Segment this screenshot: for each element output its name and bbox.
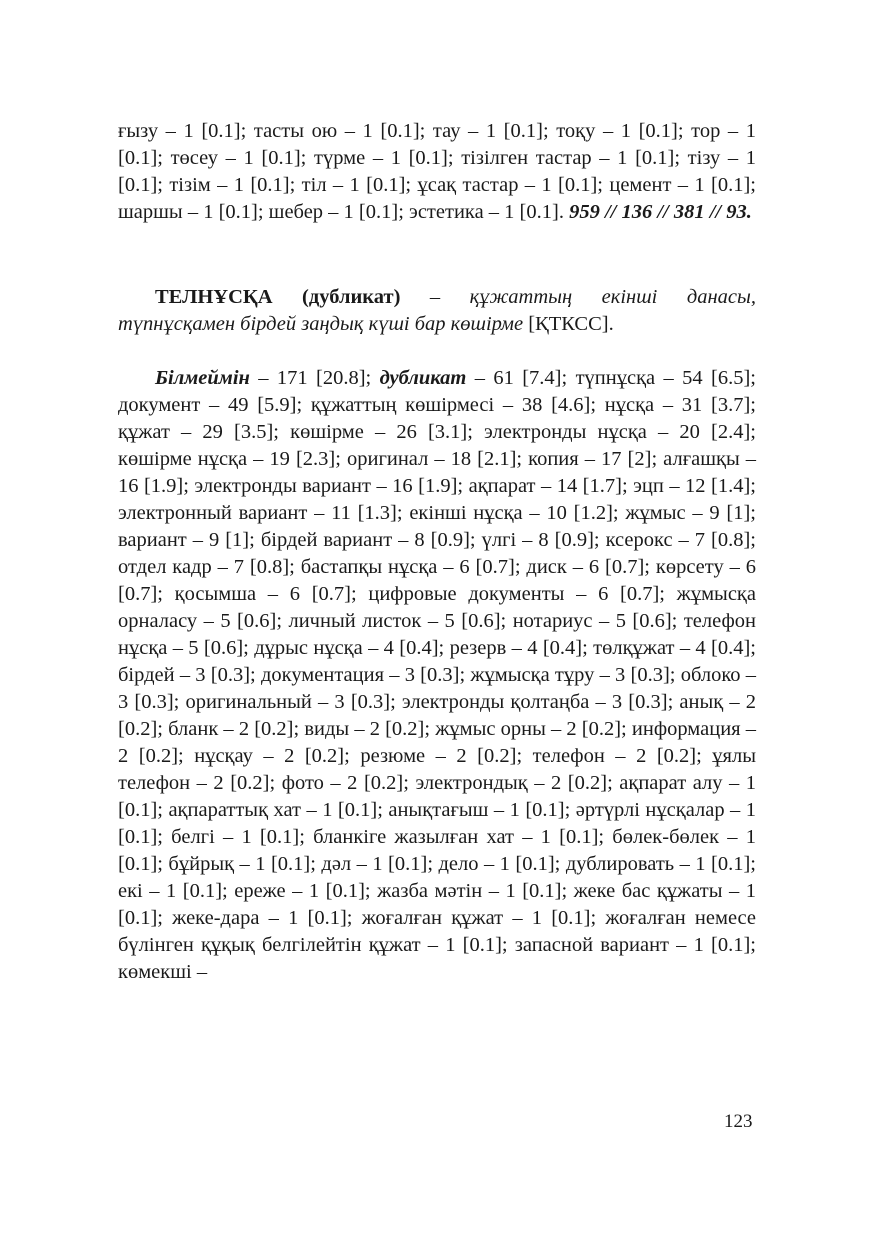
response-duplicate-label: дубликат	[379, 367, 467, 389]
entry-definition-text: құжаттың екінші данасы, түпнұсқамен бірдей заңдық күші бар көшірме	[118, 286, 757, 335]
page-number: 123	[724, 1111, 753, 1132]
responses-paragraph	[118, 365, 756, 986]
response-dont-know-value: – 171 [20.8];	[249, 367, 380, 389]
continuation-paragraph	[118, 118, 756, 226]
totals-text: 959 // 136 // 381 // 93.	[569, 201, 752, 223]
entry-definition	[118, 284, 756, 338]
paragraph-gap	[118, 338, 756, 365]
entry-headword: ТЕЛНҰСҚА (дубликат)	[155, 286, 401, 308]
continuation-text: ғызу – 1 [0.1]; тасты ою – 1 [0.1]; тау – 1 [0.1]; тоқу – 1 [0.1]; тор – 1 [0.1]; төсеу – 1 [0.1]; түрме – 1 [0.1]; тізілген тастар – 1 [0.1]; тізу – 1 [0.1]; тізім – 1 [0.1]; тіл – 1 [0.1]; ұсақ тастар – 1 [0.1]; цемент – 1 [0.1]; шаршы – 1 [0.1]; шебер – 1 [0.1]; эстетика – 1 [0.1].	[118, 120, 756, 223]
response-dont-know-label: Білмеймін	[155, 367, 250, 389]
entry-dash: –	[400, 286, 470, 308]
page-body	[118, 118, 756, 986]
responses-list: – 61 [7.4]; түпнұсқа – 54 [6.5]; документ – 49 [5.9]; құжаттың көшірмесі – 38 [4.6]; нұсқа – 31 [3.7]; құжат – 29 [3.5]; көшірме – 26 [3.1]; электронды нұсқа – 20 [2.4]; көшірме нұсқа – 19 [2.3]; оригинал – 18 [2.1]; копия – 17 [2]; алғашқы – 16 [1.9]; электронды вариант – 16 [1.9]; ақпарат – 14 [1.7]; эцп – 12 [1.4]; электронный вариант – 11 [1.3]; екінші нұсқа – 10 [1.2]; жұмыс – 9 [1]; вариант – 9 [1]; бірдей вариант – 8 [0.9]; үлгі – 8 [0.9]; ксерокс – 7 [0.8]; отдел кадр – 7 [0.8]; бастапқы нұсқа – 6 [0.7]; диск – 6 [0.7]; көрсету – 6 [0.7]; қосымша – 6 [0.7]; цифровые документы – 6 [0.7]; жұмысқа орналасу – 5 [0.6]; личный листок – 5 [0.6]; нотариус – 5 [0.6]; телефон нұсқа – 5 [0.6]; дұрыс нұсқа – 4 [0.4]; резерв – 4 [0.4]; төлқұжат – 4 [0.4]; бірдей – 3 [0.3]; документация – 3 [0.3]; жұмысқа тұру – 3 [0.3]; облоко – 3 [0.3]; оригинальный – 3 [0.3]; электронды қолтаңба – 3 [0.3]; анық – 2 [0.2]; бланк – 2 [0.2]; виды – 2 [0.2]; жұмыс орны – 2 [0.2]; информация – 2 [0.2]; нұсқау – 2 [0.2]; резюме – 2 [0.2]; телефон – 2 [0.2]; ұялы телефон – 2 [0.2]; фото – 2 [0.2]; электрондық – 2 [0.2]; ақпарат алу – 1 [0.1]; ақпараттық хат – 1 [0.1]; анықтағыш – 1 [0.1]; әртүрлі нұсқалар – 1 [0.1]; белгі – 1 [0.1]; бланкіге жазылған хат – 1 [0.1]; бөлек-бөлек – 1 [0.1]; бұйрық – 1 [0.1]; дәл – 1 [0.1]; дело – 1 [0.1]; дублировать – 1 [0.1]; екі – 1 [0.1]; ереже – 1 [0.1]; жазба мәтін – 1 [0.1]; жеке бас құжаты – 1 [0.1]; жеке-дара – 1 [0.1]; жоғалған құжат – 1 [0.1]; жоғалған немесе бүлінген құқық белгілейтін құжат – 1 [0.1]; запасной вариант – 1 [0.1]; көмекші –	[118, 367, 756, 983]
entry-source: [ҚТКСС].	[523, 313, 614, 335]
section-gap	[118, 226, 756, 284]
